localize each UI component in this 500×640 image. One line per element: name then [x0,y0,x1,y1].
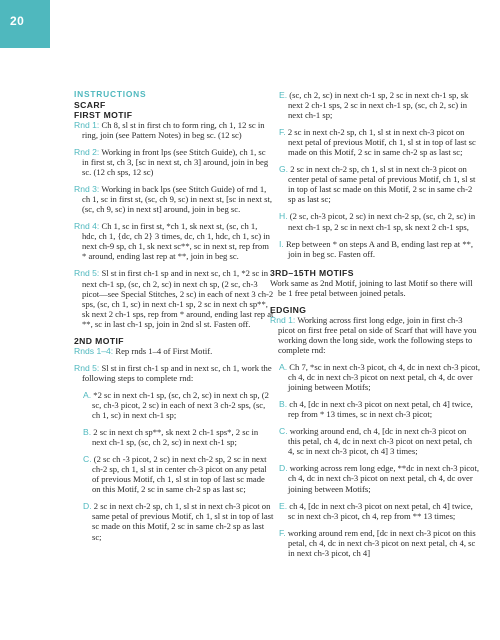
rnd-3-label: Rnd 3: [74,184,100,195]
rnds-1-4-text: Rep rnds 1–4 of First Motif. [115,345,213,356]
edging-step-a-text: Ch 7, *sc in next ch-3 picot, ch 4, dc in next ch-3 picot, ch 4, dc in next ch-3 picot on next petal, ch 4, dc over joining between Motifs; [288,362,480,393]
rnd-5-second-text: Sl st in first ch-1 sp and in next sc, ch 1, work the following steps to complete rnd: [82,362,272,383]
rnd-5-label: Rnd 5: [74,268,100,279]
instructions-heading: INSTRUCTIONS [74,89,147,99]
edging-step-e-text: ch 4, [dc in next ch-3 picot on next petal, ch 4] twice, sc in next ch-3 picot, ch 4, rep from ** 13 times; [288,500,473,521]
rnd-5-second [74,363,274,383]
edging-rnd-1-label: Rnd 1: [270,314,296,325]
rnds-1-4-label: Rnds 1–4: [74,345,114,356]
step-f-label: F. [279,127,286,138]
rnd-1 [74,120,274,140]
rnd-5-second-label: Rnd 5: [74,362,100,373]
rnd-3 [74,184,274,214]
step-c [83,454,274,494]
edging-step-f [279,528,480,558]
rnd-2-label: Rnd 2: [74,147,100,158]
edging-step-b-text: ch 4, [dc in next ch-3 picot on next petal, ch 4] twice, rep from * 13 times, sc in next ch-3 picot; [288,399,473,420]
rnd-4-label: Rnd 4: [74,221,100,232]
step-b-text: 2 sc in next ch sp**, sk next 2 ch-1 sps*, 2 sc in next ch-1 sp, (sc, ch 2, sc) in next ch-1 sp; [92,427,259,448]
rnd-3-text: Working in back lps (see Stitch Guide) of rnd 1, ch 1, sc in first st, (sc, ch 9, sc) in next st, [sc in next st, (sc, ch 9, sc) in next st] around, join in beg sc. [82,184,272,215]
edging-rnd-1 [270,315,480,355]
rnd-4 [74,221,274,261]
step-b [83,427,274,447]
rnd-4-text: Ch 1, sc in first st, *ch 1, sk next st, (sc, ch 1, hdc, ch 1, {dc, ch 2} 3 times, dc, ch 1, hdc, ch 1, sc) in next ch-9 sp, ch 1, sk next sc**, sc in next st, rep from * around, ending last rep at **, join in beg sc. [82,221,270,262]
motifs-3-15-heading: 3RD–15TH MOTIFS [270,267,354,278]
scarf-title: SCARF [74,99,106,110]
step-g-label: G. [279,164,289,175]
edging-step-c-text: working around end, ch 4, [dc in next ch-3 picot on this petal, ch 4, dc in next ch-3 picot on next petal, ch 4, sc in next ch-3 picot, ch 4] 3 times; [288,426,472,457]
step-c-label: C. [83,454,92,465]
rnd-1-label: Rnd 1: [74,119,100,130]
step-d-label: D. [83,501,92,512]
step-a-text: *2 sc in next ch-1 sp, (sc, ch 2, sc) in next ch sp, (2 sc, ch-3 picot, 2 sc) in each of next 3 ch-2 sps, (sc, ch 1, sc) in next ch-1 sp; [92,389,269,421]
edging-step-c [279,426,480,456]
edging-step-d [279,463,480,493]
step-g [279,164,480,204]
first-motif-heading: FIRST MOTIF [74,109,133,120]
step-i-text: Rep between * on steps A and B, ending last rep at **, join in beg sc. Fasten off. [285,238,474,259]
left-column [74,90,274,549]
motifs-3-15-text: Work same as 2nd Motif, joining to last Motif so there will be 1 free petal between joined petals. [270,277,473,298]
step-e-text: (sc, ch 2, sc) in next ch-1 sp, 2 sc in next ch-1 sp, sk next 2 ch-1 sps, 2 sc in next ch-1 sp, (sc, ch 2, sc) in next ch-1 sp; [288,90,469,121]
step-f [279,127,480,157]
edging-step-f-text: working around rem end, [dc in next ch-3 picot on this petal, ch 4, dc in next ch-3 picot on next petal, ch 4, sc in next ch-3 picot, ch 4] [287,527,476,558]
right-column [270,90,480,565]
step-h-label: H. [279,211,288,222]
edging-step-e-label: E. [279,500,288,511]
rnd-2 [74,147,274,177]
step-e [279,90,480,120]
step-g-text: 2 sc in next ch-2 sp, ch 1, sl st in next ch-3 picot on center petal of same petal of previous Motif, ch 1, sl st in top of last sc made on this Motif, 2 sc in same ch-2 sp as last sc; [288,164,476,205]
edging-step-d-label: D. [279,463,288,474]
page-number-tab [0,0,50,48]
step-h-text: (2 sc, ch-3 picot, 2 sc) in next ch-2 sp, (sc, ch 2, sc) in next ch-1 sp, 2 sc in next ch-1 sp, sk next 2 ch-1 sps, [288,211,476,232]
step-c-text: (2 sc ch -3 picot, 2 sc) in next ch-2 sp, 2 sc in next ch-2 sp, ch 1, sl st in center ch-3 picot on any petal of previous Motif, ch 1, sl st in top of last sc made on this Motif, 2 sc in same ch-2 sp as last sc; [92,454,267,495]
edging-step-f-label: F. [279,527,286,538]
rnd-5 [74,268,274,328]
edging-heading: EDGING [270,304,307,315]
edging-step-b [279,399,480,419]
second-motif-heading: 2ND MOTIF [74,335,124,346]
step-i-label: I. [279,238,284,249]
rnd-2-text: Working in front lps (see Stitch Guide), ch 1, sc in first st, ch 3, [sc in next st, ch 3] around, join in beg sc. (12 ch sps, 12 sc) [82,147,269,178]
step-d [83,501,274,541]
step-f-text: 2 sc in next ch-2 sp, ch 1, sl st in next ch-3 picot on next petal of previous Motif, ch 1, sl st in top of last sc made on this Motif, 2 sc in same ch-2 sp as last sc; [287,127,476,158]
edging-rnd-1-text: Working across first long edge, join in first ch-3 picot on first free petal on side of Scarf that will have you working down the long side, work the following steps to complete rnd: [278,314,477,355]
edging-step-d-text: working across rem long edge, **dc in next ch-3 picot, ch 4, dc in next ch-3 picot on next petal, ch 4, dc over joining between Motifs; [288,463,480,494]
step-h [279,211,480,231]
rnd-5-text: Sl st in first ch-1 sp and in next sc, ch 1, *2 sc in next ch-1 sp, (sc, ch 2, sc) in next ch sp, (2 sc, ch-3 picot—see Special Stitches, 2 sc) in each of next 3 ch-2 sps, (sc, ch 1, sc) in next ch-1 sp, 2 sc in next ch sp**, sk next 2 ch-1 sps, rep from * around, ending last rep at **, sc in last ch-1 sp, join in 2nd sl st. Fasten off. [82,268,274,329]
step-a-label: A. [83,389,92,400]
edging-step-e [279,501,480,521]
rnds-1-4 [74,346,274,356]
step-i [279,239,480,259]
edging-step-c-label: C. [279,426,288,437]
step-e-label: E. [279,90,288,100]
edging-step-a-label: A. [279,362,288,373]
rnd-1-text: Ch 8, sl st in first ch to form ring, ch 1, 12 sc in ring, join (see Pattern Notes) in beg sc. (12 sc) [82,119,265,140]
edging-step-b-label: B. [279,399,288,410]
step-d-text: 2 sc in next ch-2 sp, ch 1, sl st in next ch-3 picot on same petal of previous Motif, ch 1, sl st in top of last sc made on this Motif, 2 sc in same ch-2 sp as last sc; [92,501,274,542]
step-b-label: B. [83,427,92,438]
page-number: 20 [10,14,25,28]
edging-step-a [279,362,480,392]
step-a [83,390,274,420]
